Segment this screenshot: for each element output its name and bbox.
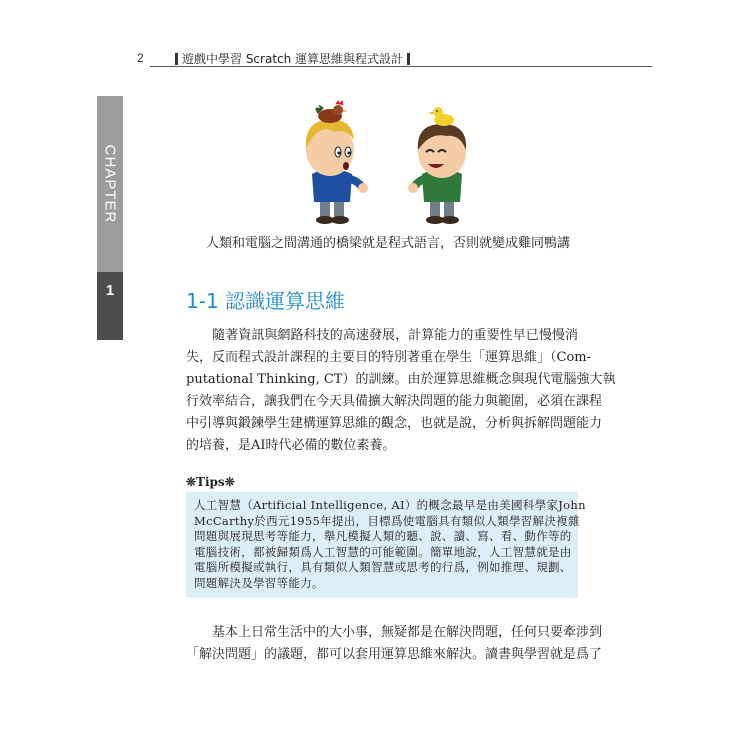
paragraph-line: putational Thinking, CT）的訓練。由於運算思維概念與現代電腦強大執 [186,372,616,387]
blonde-boy-figure [306,120,368,224]
chapter-number: 1 [105,282,115,299]
paragraph-line: 基本上日常生活中的大小事，無疑都是在解決問題，任何只要牽涉到 [186,625,603,640]
body-paragraph-1 [186,325,616,457]
header-bar-right [407,53,410,65]
header-bar-left [175,53,178,65]
chapter-tab-upper [97,96,123,272]
cartoon-illustration [290,98,490,226]
figure-caption: 人類和電腦之間溝通的橋梁就是程式語言，否則就變成雞同鴨講 [206,236,571,251]
tips-title: ❊Tips❊ [186,475,235,489]
section-heading: 1-1 認識運算思維 [186,289,346,313]
paragraph-line: 的培養，是AI時代必備的數位素養。 [186,438,396,453]
tips-line: 問題與展現思考等能力，舉凡模擬人類的聽、說、讀、寫、看、動作等的 [194,529,572,543]
chapter-label: CHAPTER [101,144,119,224]
tips-line: 人工智慧（Artificial Intelligence, AI）的概念最早是由美國科學家John [194,498,586,512]
paragraph-line: 隨著資訊與網路科技的高速發展，計算能力的重要性早已慢慢消 [186,328,578,343]
paragraph-line: 「解決問題」的議題，都可以套用運算思維來解決。讀書與學習就是爲了 [186,647,603,662]
page-number: 2 [137,51,144,65]
paragraph-line: 行效率結合，讓我們在今天具備擴大解決問題的能力與範圍，必須在課程 [186,394,603,409]
tips-box [186,492,586,598]
duck-on-head [428,107,454,126]
tips-line: 電腦所模擬或執行，具有類似人類智慧或思考的行爲，例如推理、規劃、 [194,560,572,574]
dark-haired-boy-figure [408,124,466,224]
tips-line: 問題解決及學習等能力。 [194,575,324,590]
tips-line: McCarthy於西元1955年提出，目標爲使電腦具有類似人類學習解決複雜 [194,513,580,528]
paragraph-line: 中引導與鍛鍊學生建構運算思維的觀念，也就是說，分析與拆解問題能力 [186,416,603,431]
header-rule [150,66,652,67]
running-header-title: 遊戲中學習 Scratch 運算思維與程式設計 [182,52,404,66]
chapter-tab [97,96,123,340]
paragraph-line: 失，反而程式設計課程的主要目的特別著重在學生「運算思維」（Com- [186,350,591,365]
rooster-on-head [315,101,348,123]
tips-line: 電腦技術，都被歸類爲人工智慧的可能範圍。簡單地說，人工智慧就是由 [194,544,572,559]
body-paragraph-2 [186,622,603,666]
running-header [175,50,410,67]
